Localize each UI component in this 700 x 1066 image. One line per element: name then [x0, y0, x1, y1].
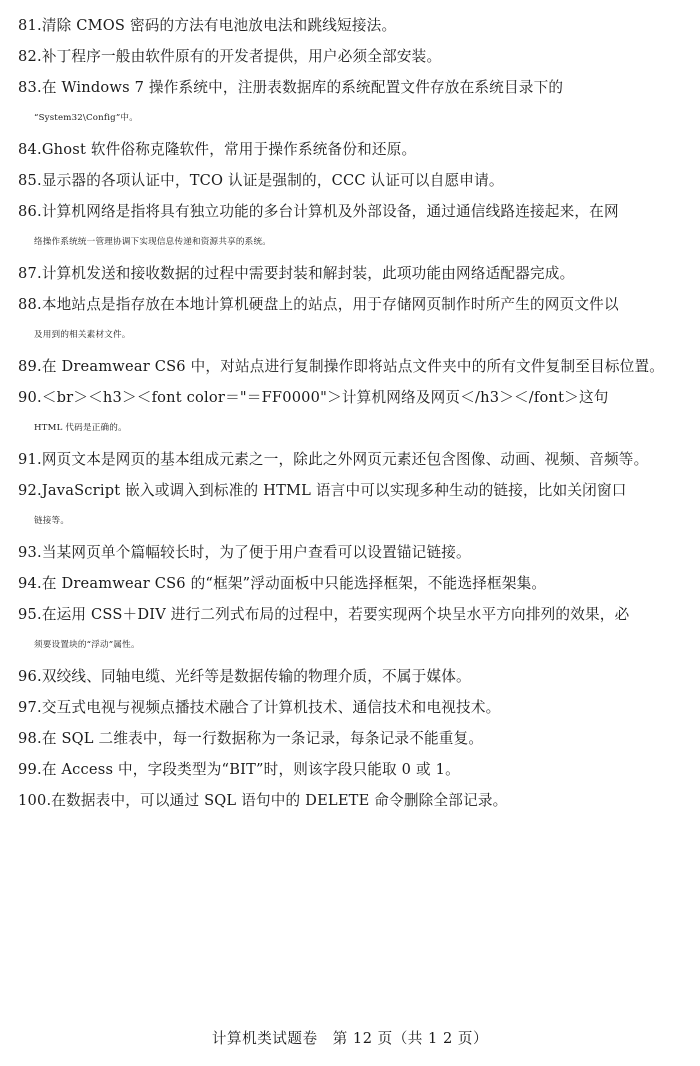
- question-number: 85.: [18, 172, 42, 189]
- question-text: [42, 10, 686, 41]
- question-item: [18, 10, 686, 41]
- question-text-line: 计算机网络是指将具有独立功能的多台计算机及外部设备，通过通信线路连接起来，在网: [41, 203, 619, 220]
- question-text-line: 清除 CMOS 密码的方法有电池放电法和跳线短接法。: [41, 17, 397, 34]
- question-item: [18, 351, 686, 382]
- question-item: [18, 258, 686, 289]
- question-item: [18, 785, 686, 816]
- question-item: [18, 723, 686, 754]
- question-text-line: 在 Access 中，字段类型为“BIT”时，则该字段只能取 0 或 1。: [41, 761, 460, 778]
- question-number: 86.: [18, 203, 42, 220]
- question-item: [18, 475, 686, 537]
- question-number: 89.: [18, 358, 42, 375]
- question-text-line: 计算机发送和接收数据的过程中需要封装和解封装，此项功能由网络适配器完成。: [41, 265, 575, 282]
- question-text: [34, 475, 686, 537]
- question-text-line: 双绞线、同轴电缆、光纤等是数据传输的物理介质，不属于媒体。: [41, 668, 471, 685]
- question-text: [34, 289, 686, 351]
- question-item: [18, 289, 686, 351]
- question-text: [42, 692, 686, 723]
- question-text-line: HTML 代码是正确的。: [34, 423, 127, 433]
- question-text-line: Ghost 软件俗称克隆软件，常用于操作系统备份和还原。: [41, 141, 417, 158]
- question-number: 95.: [18, 606, 42, 623]
- question-text-line: 本地站点是指存放在本地计算机硬盘上的站点，用于存储网页制作时所产生的网页文件以: [41, 296, 619, 313]
- question-item: [18, 382, 686, 444]
- question-text-line: 在 Dreamwear CS6 的“框架”浮动面板中只能选择框架，不能选择框架集。: [41, 575, 547, 592]
- question-text-line: JavaScript 嵌入或调入到标准的 HTML 语言中可以实现多种生动的链接，比如关闭窗口: [41, 482, 627, 499]
- question-text: [42, 351, 686, 382]
- question-item: [18, 568, 686, 599]
- question-text-line: 当某网页单个篇幅较长时，为了便于用户查看可以设置锚记链接。: [41, 544, 471, 561]
- question-text-line: 显示器的各项认证中，TCO 认证是强制的，CCC 认证可以自愿申请。: [41, 172, 504, 189]
- question-text-line: 链接等。: [34, 516, 70, 526]
- question-item: [18, 134, 686, 165]
- question-number: 82.: [18, 48, 42, 65]
- question-text: [42, 134, 686, 165]
- question-number: 93.: [18, 544, 42, 561]
- question-text-line: 交互式电视与视频点播技术融合了计算机技术、通信技术和电视技术。: [41, 699, 501, 716]
- question-text: [42, 537, 686, 568]
- question-item: [18, 41, 686, 72]
- question-text: [51, 785, 686, 816]
- question-text: [34, 382, 686, 444]
- question-item: [18, 599, 686, 661]
- question-item: [18, 537, 686, 568]
- question-text-line: 须要设置块的“浮动”属性。: [34, 640, 140, 650]
- question-text: [42, 723, 686, 754]
- question-text: [42, 41, 686, 72]
- question-text: [34, 72, 686, 134]
- question-item: [18, 692, 686, 723]
- question-text-line: 网页文本是网页的基本组成元素之一，除此之外网页元素还包含图像、动画、视频、音频等。: [41, 451, 649, 468]
- question-text: [34, 599, 686, 661]
- question-item: [18, 72, 686, 134]
- question-number: 97.: [18, 699, 42, 716]
- question-number: 98.: [18, 730, 42, 747]
- question-text: [42, 444, 686, 475]
- question-text: [42, 165, 686, 196]
- question-text-line: ＜br＞＜h3＞＜font color＝"＝FF0000"＞计算机网络及网页＜/h3＞＜/font＞这句: [41, 389, 609, 406]
- question-item: [18, 196, 686, 258]
- question-text: [42, 258, 686, 289]
- question-text: [42, 568, 686, 599]
- question-number: 91.: [18, 451, 42, 468]
- question-list: [18, 10, 686, 816]
- question-number: 83.: [18, 79, 42, 96]
- question-item: [18, 165, 686, 196]
- question-text-line: 补丁程序一般由软件原有的开发者提供，用户必须全部安装。: [41, 48, 442, 65]
- question-item: [18, 661, 686, 692]
- question-number: 96.: [18, 668, 42, 685]
- question-text-line: 在运用 CSS＋DIV 进行二列式布局的过程中，若要实现两个块呈水平方向排列的效果，必: [41, 606, 630, 623]
- question-item: [18, 444, 686, 475]
- page-footer: 计算机类试题卷 第 12 页（共 1 2 页）: [211, 1030, 489, 1047]
- question-number: 92.: [18, 482, 42, 499]
- question-text: [42, 754, 686, 785]
- question-text: [42, 661, 686, 692]
- question-text-line: 在 Dreamwear CS6 中，对站点进行复制操作即将站点文件夹中的所有文件复制至目标位置。: [41, 358, 665, 375]
- question-text-line: 在 SQL 二维表中，每一行数据称为一条记录，每条记录不能重复。: [41, 730, 484, 747]
- question-number: 87.: [18, 265, 42, 282]
- question-number: 94.: [18, 575, 42, 592]
- question-item: [18, 754, 686, 785]
- question-text-line: 在数据表中，可以通过 SQL 语句中的 DELETE 命令删除全部记录。: [51, 792, 508, 809]
- question-number: 81.: [18, 17, 42, 34]
- question-number: 88.: [18, 296, 42, 313]
- question-number: 99.: [18, 761, 42, 778]
- question-text-line: 及用到的相关素材文件。: [34, 330, 131, 340]
- question-text-line: 络操作系统统一管理协调下实现信息传递和资源共享的系统。: [34, 237, 272, 247]
- question-text: [34, 196, 686, 258]
- question-number: 84.: [18, 141, 42, 158]
- question-text-line: “System32\Config”中。: [34, 113, 138, 123]
- question-number: 100.: [18, 792, 52, 809]
- question-number: 90.: [18, 389, 42, 406]
- question-text-line: 在 Windows 7 操作系统中，注册表数据库的系统配置文件存放在系统目录下的: [41, 79, 564, 96]
